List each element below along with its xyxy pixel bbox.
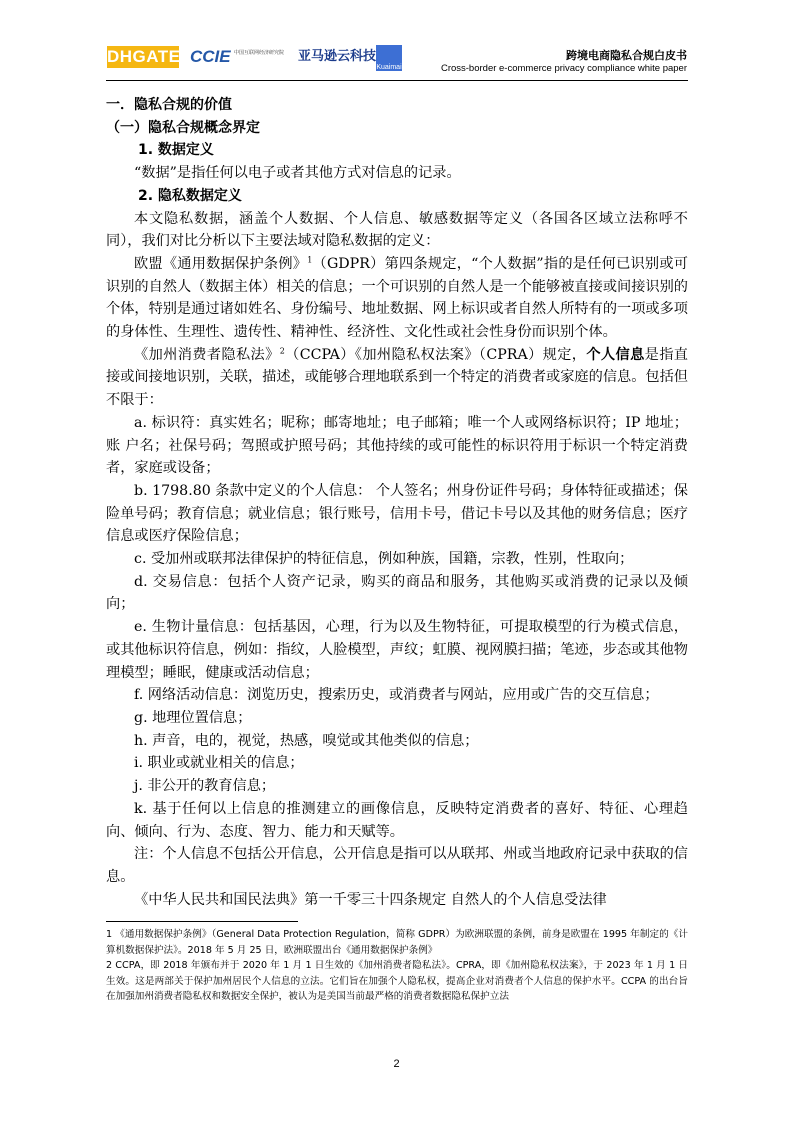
page-header (0, 0, 793, 80)
intro-paragraph: 本文隐私数据，涵盖个人数据、个人信息、敏感数据等定义（各国各区域立法称呼不同），我们对比分析以下主要法域对隐私数据的定义： (106, 210, 688, 250)
privacy-data-heading: 2. 隐私数据定义 (138, 187, 242, 204)
ccpa-text: （CCPA）《加州隐私权法案》（CPRA）规定， (284, 346, 587, 363)
gdpr-paragraph (106, 253, 688, 344)
main-content (106, 94, 688, 911)
ccpa-text-cont: 是指直接或间接地识别，关联，描述，或能够合理地联系到一个特定的消费者或家庭的信息。包括但不限于： (106, 346, 688, 409)
personal-info-term: 个人信息 (586, 346, 645, 363)
page-number: 2 (393, 1058, 400, 1070)
list-item: h. 声音，电的，视觉，热感，嗅觉或其他类似的信息； (134, 732, 479, 749)
list-item: c. 受加州或联邦法律保护的特征信息，例如种族，国籍，宗教，性别，性取向； (134, 551, 634, 568)
list-item: f. 网络活动信息：浏览历史，搜索历史，或消费者与网站，应用或广告的交互信息； (134, 687, 659, 704)
square-logo: Kuaimai (376, 45, 402, 71)
list-item: j. 非公开的教育信息； (134, 778, 276, 795)
footnote-2: 2 CCPA，即 2018 年颁布并于 2020 年 1 月 1 日生效的《加州消费者隐私法》。CPRA，即《加州隐私权法案》，于 2023 年 1 月 1 日生效。这是两部关于保护加州居民个人信息的立法。它们旨在加强个人隐私权，提高企业对消费者个人信息的保护水平。CCPA 的出台旨在加强加州消费者隐私权和数据安全保护，被认为是美国当前最严格的消费者数据隐私保护立法 (106, 960, 688, 1002)
footnotes (106, 927, 688, 1005)
ccpa-law-name: 《加州消费者隐私法》 (134, 346, 280, 363)
header-title: 跨境电商隐私合规白皮书 (566, 49, 687, 62)
list-item: a. 标识符：真实姓名；昵称；邮寄地址；电子邮箱；唯一个人或网络标识符；IP 地址；账 户名；社保号码；驾照或护照号码；其他持续的或可能性的标识符用于标识一个特定消费者，家庭或设备； (106, 414, 688, 477)
ccpa-paragraph (106, 344, 688, 412)
subsection-heading: （一）隐私合规概念界定 (106, 119, 260, 136)
list-item: k. 基于任何以上信息的推测建立的画像信息，反映特定消费者的喜好、特征、心理趋向、倾向、行为、态度、智力、能力和天赋等。 (106, 800, 688, 840)
list-item: i. 职业或就业相关的信息； (134, 755, 304, 772)
dhgate-logo: DHGATE (107, 47, 181, 66)
ccie-logo-subtitle: 中国互联网经济研究院 (234, 50, 285, 56)
header-subtitle: Cross-border e-commerce privacy compliance white paper (440, 63, 687, 74)
data-definition-heading: 1. 数据定义 (138, 142, 214, 159)
footnote-ref-1[interactable]: 1 (307, 255, 313, 265)
footnote-divider (106, 921, 298, 922)
list-item: g. 地理位置信息； (134, 709, 252, 726)
gdpr-text: （GDPR）第四条规定，“个人数据”指的是任何已识别或可识别的自然人（数据主体）相关的信息；一个可识别的自然人是一个能够被直接或间接识别的个体，特别是通过诸如姓名、身份编号、地址数据、网上标识或者自然人所特有的一项或多项的身体性、生理性、遗传性、精神性、经济性、文化性或社会性身份而识别个体。 (106, 255, 688, 341)
footnote-1: 1 《通用数据保护条例》（General Data Protection Regulation，简称 GDPR）为欧洲联盟的条例，前身是欧盟在 1995 年制定的《计算机数据保护法》。2018 年 5 月 25 日，欧洲联盟出台《通用数据保护条例》 (106, 929, 688, 956)
data-definition-paragraph: “数据”是指任何以电子或者其他方式对信息的记录。 (134, 165, 461, 182)
list-item: d. 交易信息：包括个人资产记录，购买的商品和服务，其他购买或消费的记录以及倾向； (106, 573, 688, 613)
ccie-logo-mark: CCIE (190, 47, 231, 66)
list-item: b. 1798.80 条款中定义的个人信息： 个人签名；州身份证件号码；身体特征或描述；保险单号码；教育信息；就业信息；银行账号，信用卡号，借记卡号以及其他的财务信息；医疗信息或医疗保险信息； (106, 482, 688, 545)
ccie-logo (190, 46, 285, 68)
aws-logo: 亚马逊云科技 (298, 49, 377, 64)
gdpr-law-name: 欧盟《通用数据保护条例》 (134, 255, 308, 272)
list-item: e. 生物计量信息：包括基因，心理，行为以及生物特征，可提取模型的行为模式信息，或其他标识符信息，例如：指纹，人脸模型，声纹；虹膜、视网膜扫描；笔迹，步态或其他物理模型；睡眠，健康或活动信息； (106, 619, 688, 681)
header-divider (106, 80, 688, 81)
section-heading: 一．隐私合规的价值 (106, 97, 232, 113)
note-paragraph: 注：个人信息不包括公开信息，公开信息是指可以从联邦、州或当地政府记录中获取的信息。 (106, 846, 688, 885)
civil-code-paragraph: 《中华人民共和国民法典》第一千零三十四条规定 自然人的个人信息受法律 (134, 891, 607, 908)
footnote-ref-2[interactable]: 2 (279, 346, 285, 355)
